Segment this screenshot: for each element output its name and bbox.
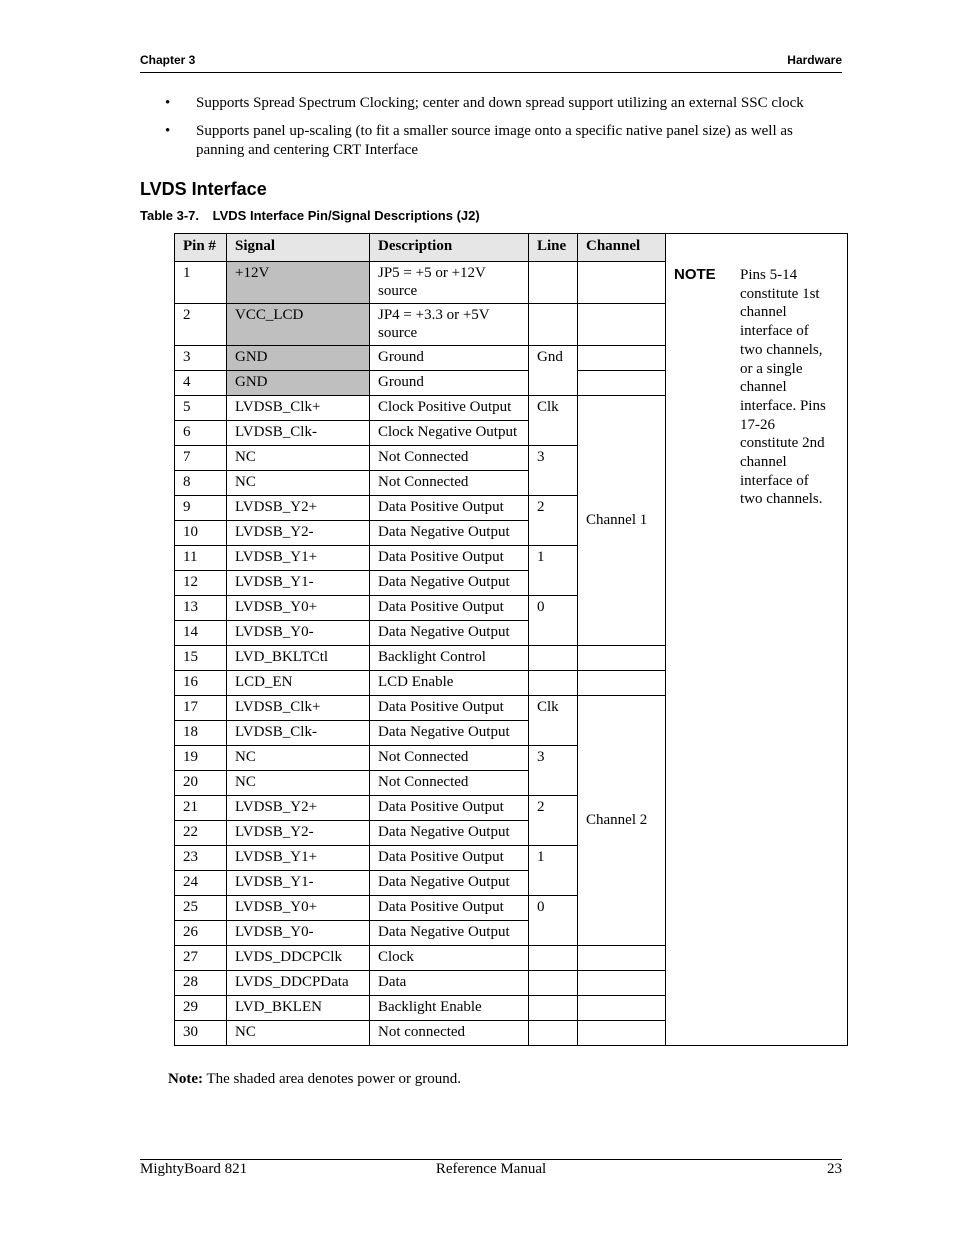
description-cell: Clock Negative Output	[370, 421, 529, 446]
description-cell: Data Positive Output	[370, 696, 529, 721]
col-header-signal: Signal	[227, 234, 370, 262]
signal-cell: LVD_BKLEN	[227, 996, 370, 1021]
pin-cell: 10	[175, 521, 227, 546]
line-cell: 0	[529, 896, 578, 946]
description-cell: Not Connected	[370, 471, 529, 496]
channel-cell	[578, 971, 666, 996]
signal-cell: LVDSB_Clk-	[227, 721, 370, 746]
pin-cell: 8	[175, 471, 227, 496]
col-header-description: Description	[370, 234, 529, 262]
pin-cell: 13	[175, 596, 227, 621]
line-cell	[529, 304, 578, 346]
channel-cell	[578, 646, 666, 671]
line-cell: 2	[529, 796, 578, 846]
channel-cell	[578, 1021, 666, 1046]
description-cell: Clock	[370, 946, 529, 971]
col-header-pin: Pin #	[175, 234, 227, 262]
pin-cell: 7	[175, 446, 227, 471]
signal-cell: LVDSB_Y0-	[227, 921, 370, 946]
description-cell: JP5 = +5 or +12V source	[370, 262, 529, 304]
channel-cell	[578, 671, 666, 696]
bullet-item	[140, 122, 840, 160]
page-footer	[140, 1159, 842, 1181]
signal-cell: LVDS_DDCPData	[227, 971, 370, 996]
table-number: Table 3-7.	[140, 208, 200, 223]
signal-cell: NC	[227, 446, 370, 471]
description-cell: Not Connected	[370, 771, 529, 796]
signal-cell: NC	[227, 1021, 370, 1046]
table-footnote	[168, 1071, 461, 1088]
bullet-item	[140, 94, 840, 113]
line-cell	[529, 996, 578, 1021]
pin-cell: 30	[175, 1021, 227, 1046]
line-cell: 0	[529, 596, 578, 646]
signal-cell: LVDSB_Y2-	[227, 821, 370, 846]
pin-cell: 15	[175, 646, 227, 671]
description-cell: LCD Enable	[370, 671, 529, 696]
description-cell: Data Positive Output	[370, 596, 529, 621]
col-header-line: Line	[529, 234, 578, 262]
description-cell: Ground	[370, 371, 529, 396]
pin-cell: 11	[175, 546, 227, 571]
line-cell: Clk	[529, 696, 578, 746]
description-cell: Not connected	[370, 1021, 529, 1046]
line-cell	[529, 971, 578, 996]
signal-cell: VCC_LCD	[227, 304, 370, 346]
line-cell: 3	[529, 446, 578, 496]
footer-doc-title: Reference Manual	[435, 1161, 547, 1177]
description-cell: Data Negative Output	[370, 571, 529, 596]
signal-cell: GND	[227, 371, 370, 396]
channel-cell: Channel 2	[578, 696, 666, 946]
description-cell: Data Negative Output	[370, 821, 529, 846]
line-cell: 1	[529, 846, 578, 896]
pin-cell: 1	[175, 262, 227, 304]
pin-cell: 12	[175, 571, 227, 596]
channel-cell	[578, 996, 666, 1021]
channel-cell	[578, 262, 666, 304]
pin-cell: 4	[175, 371, 227, 396]
pin-cell: 28	[175, 971, 227, 996]
description-cell: Data Negative Output	[370, 871, 529, 896]
description-cell: Data Negative Output	[370, 921, 529, 946]
table-caption	[140, 208, 480, 223]
pin-cell: 14	[175, 621, 227, 646]
col-header-channel: Channel	[578, 234, 666, 262]
line-cell	[529, 646, 578, 671]
note-text: Pins 5-14 constitute 1st channel interface of two channels, or a single channel interface. Pins 17-26 constitute 2nd channel interface of two channels.	[740, 267, 826, 508]
signal-cell: NC	[227, 771, 370, 796]
table-title: LVDS Interface Pin/Signal Descriptions (J2)	[212, 208, 480, 223]
bullet-list	[140, 94, 840, 169]
signal-cell: LCD_EN	[227, 671, 370, 696]
header-section: Hardware	[787, 53, 842, 67]
line-cell	[529, 262, 578, 304]
pin-cell: 29	[175, 996, 227, 1021]
signal-cell: NC	[227, 471, 370, 496]
bullet-text: Supports Spread Spectrum Clocking; center and down spread support utilizing an external SSC clock	[196, 95, 804, 111]
pin-table	[174, 233, 848, 1046]
pin-cell: 9	[175, 496, 227, 521]
pin-cell: 18	[175, 721, 227, 746]
line-cell: 3	[529, 746, 578, 796]
bullet-text: Supports panel up-scaling (to fit a smaller source image onto a specific native panel size) as well as panning and centering CRT Interface	[196, 123, 793, 158]
page-number: 23	[827, 1161, 842, 1177]
signal-cell: +12V	[227, 262, 370, 304]
description-cell: Data Positive Output	[370, 546, 529, 571]
description-cell: Data Negative Output	[370, 721, 529, 746]
signal-cell: LVDSB_Y1+	[227, 546, 370, 571]
pin-cell: 27	[175, 946, 227, 971]
note-cell	[666, 234, 848, 1046]
description-cell: Data Positive Output	[370, 846, 529, 871]
channel-cell: Channel 1	[578, 396, 666, 646]
line-cell	[529, 1021, 578, 1046]
table-header-row	[175, 234, 848, 262]
line-cell: 1	[529, 546, 578, 596]
signal-cell: NC	[227, 746, 370, 771]
signal-cell: LVDSB_Y2+	[227, 796, 370, 821]
description-cell: Clock Positive Output	[370, 396, 529, 421]
signal-cell: LVDSB_Y1+	[227, 846, 370, 871]
description-cell: Not Connected	[370, 746, 529, 771]
note-label: NOTE	[674, 266, 716, 283]
pin-cell: 3	[175, 346, 227, 371]
bullet-icon: •	[165, 95, 171, 111]
description-cell: JP4 = +3.3 or +5V source	[370, 304, 529, 346]
pin-cell: 23	[175, 846, 227, 871]
pin-cell: 22	[175, 821, 227, 846]
description-cell: Data Positive Output	[370, 896, 529, 921]
channel-cell	[578, 346, 666, 371]
pin-cell: 5	[175, 396, 227, 421]
line-cell	[529, 671, 578, 696]
header-chapter: Chapter 3	[140, 53, 196, 67]
description-cell: Backlight Control	[370, 646, 529, 671]
signal-cell: LVDSB_Y2+	[227, 496, 370, 521]
signal-cell: GND	[227, 346, 370, 371]
footnote-label: Note:	[168, 1071, 203, 1087]
signal-cell: LVDSB_Clk+	[227, 696, 370, 721]
signal-cell: LVDSB_Y0+	[227, 896, 370, 921]
pin-cell: 19	[175, 746, 227, 771]
section-title: LVDS Interface	[140, 179, 267, 199]
pin-cell: 26	[175, 921, 227, 946]
pin-cell: 21	[175, 796, 227, 821]
description-cell: Backlight Enable	[370, 996, 529, 1021]
description-cell: Data Positive Output	[370, 496, 529, 521]
line-cell: 2	[529, 496, 578, 546]
pin-cell: 17	[175, 696, 227, 721]
signal-cell: LVDSB_Clk+	[227, 396, 370, 421]
signal-cell: LVDSB_Y2-	[227, 521, 370, 546]
pin-cell: 16	[175, 671, 227, 696]
line-cell: Gnd	[529, 346, 578, 396]
channel-cell	[578, 304, 666, 346]
signal-cell: LVD_BKLTCtl	[227, 646, 370, 671]
pin-cell: 2	[175, 304, 227, 346]
page-header	[140, 52, 842, 73]
footer-product: MightyBoard 821	[140, 1161, 248, 1177]
description-cell: Ground	[370, 346, 529, 371]
channel-cell	[578, 371, 666, 396]
description-cell: Data Negative Output	[370, 521, 529, 546]
channel-cell	[578, 946, 666, 971]
signal-cell: LVDSB_Y1-	[227, 871, 370, 896]
description-cell: Data	[370, 971, 529, 996]
line-cell: Clk	[529, 396, 578, 446]
footnote-text: The shaded area denotes power or ground.	[206, 1071, 461, 1087]
signal-cell: LVDSB_Clk-	[227, 421, 370, 446]
description-cell: Data Positive Output	[370, 796, 529, 821]
pin-cell: 24	[175, 871, 227, 896]
description-cell: Not Connected	[370, 446, 529, 471]
bullet-icon: •	[165, 123, 171, 139]
signal-cell: LVDSB_Y0-	[227, 621, 370, 646]
signal-cell: LVDSB_Y1-	[227, 571, 370, 596]
pin-cell: 6	[175, 421, 227, 446]
signal-cell: LVDSB_Y0+	[227, 596, 370, 621]
line-cell	[529, 946, 578, 971]
pin-cell: 25	[175, 896, 227, 921]
description-cell: Data Negative Output	[370, 621, 529, 646]
signal-cell: LVDS_DDCPClk	[227, 946, 370, 971]
pin-cell: 20	[175, 771, 227, 796]
